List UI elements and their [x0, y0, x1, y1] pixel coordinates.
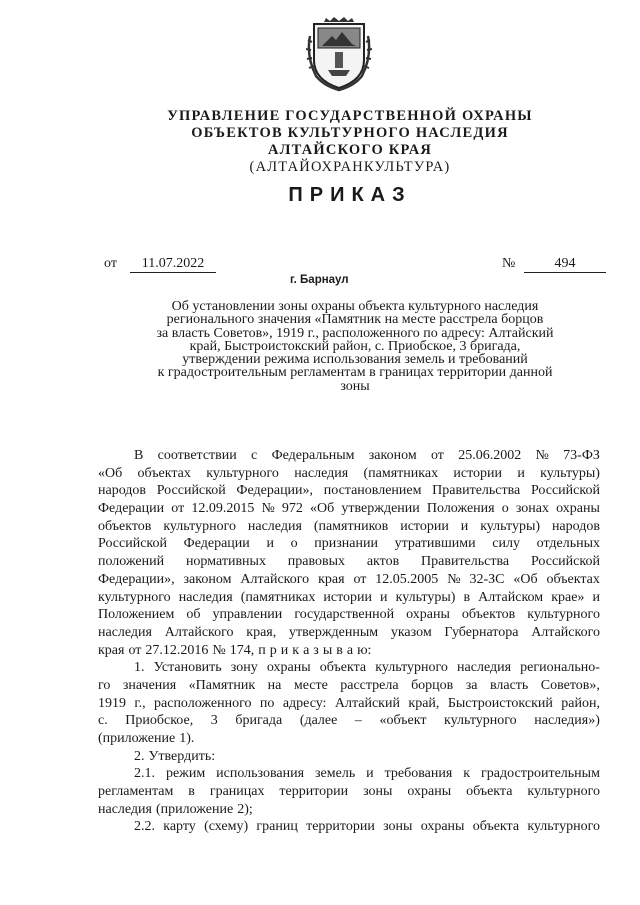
body-line: го значения «Памятник на месте расстрела борцов за власть Советов», — [98, 677, 600, 693]
body-line: В соответствии с Федеральным законом от 25.06.2002 № 73-ФЗ — [134, 448, 600, 463]
body-line: края от 27.12.2016 № 174, п р и к а з ы в а ю: — [98, 642, 372, 658]
body-line: (приложение 1). — [98, 731, 195, 746]
body-line: наследия Алтайского края, утвержденным указом Губернатора Алтайского — [98, 624, 600, 640]
document-subject — [120, 300, 590, 393]
subject-line: утверждении режима использования земель и требований — [182, 352, 528, 368]
city-name: г. Барнаул — [290, 274, 349, 286]
body-line: Положением об управлении государственной охраны объектов культурного — [98, 607, 600, 623]
body-line: объектов культурного наследия (памятников истории и культуры) народов — [98, 518, 600, 534]
body-line: Российской Федерации и о признании утратившими силу отдельных — [98, 536, 600, 552]
body-line: «Об объектах культурного наследия (памятниках истории и культуры) — [98, 465, 600, 481]
altai-krai-coat-of-arms-icon — [306, 16, 372, 92]
document-number: 494 — [524, 256, 606, 273]
body-line: регламентам в границах территории зоны охраны объекта культурного — [98, 784, 600, 800]
document-body — [98, 447, 600, 836]
subject-line: регионального значения «Памятник на месте расстрела борцов — [166, 312, 544, 328]
date-label: от — [104, 256, 117, 271]
body-line: с. Приобское, 3 бригада (далее – «объект культурного наследия») — [98, 713, 600, 729]
body-line: 2.2. карту (схему) границ территории зоны охраны объекта культурного — [134, 819, 600, 835]
body-line: народов Российской Федерации», постановлением Правительства Российской — [98, 483, 600, 499]
body-line: наследия (приложение 2); — [98, 801, 253, 817]
org-name-line-2: ОБЪЕКТОВ КУЛЬТУРНОГО НАСЛЕДИЯ — [191, 125, 509, 141]
number-label: № — [502, 256, 516, 271]
org-short-name: (АЛТАЙОХРАНКУЛЬТУРА) — [249, 159, 451, 175]
subject-line: за власть Советов», 1919 г., расположенного по адресу: Алтайский — [156, 325, 554, 341]
document-date: 11.07.2022 — [130, 256, 216, 273]
body-line: 1919 г., расположенного по адресу: Алтайский край, Быстроистокский район, — [98, 695, 600, 711]
body-line: Федерации», законом Алтайского края от 12.05.2005 № 32-ЗС «Об объектах — [98, 571, 600, 587]
subject-line: зоны — [340, 378, 370, 394]
body-line: 2.1. режим использования земель и требования к градостроительным — [134, 766, 600, 782]
org-name-line-3: АЛТАЙСКОГО КРАЯ — [267, 142, 433, 158]
body-line: культурного наследия (памятниках истории и культуры) в Алтайском крае» и — [98, 589, 600, 605]
document-title: ПРИКАЗ — [288, 184, 412, 206]
subject-line: Об установлении зоны охраны объекта культурного наследия — [171, 299, 539, 314]
body-line: положений нормативных правовых актов Правительства Российской — [98, 554, 600, 570]
body-line: 1. Установить зону охраны объекта культурного наследия регионально- — [134, 660, 600, 676]
body-line: 2. Утвердить: — [134, 748, 216, 764]
subject-line: к градостроительным регламентам в границах территории данной — [157, 365, 553, 381]
subject-line: край, Быстроистокский район, с. Приобское, 3 бригада, — [189, 338, 521, 354]
org-name-line-1: УПРАВЛЕНИЕ ГОСУДАРСТВЕННОЙ ОХРАНЫ — [167, 108, 533, 124]
body-line: Федерации от 12.09.2015 № 972 «Об утверждении Положения о зонах охраны — [98, 501, 600, 517]
